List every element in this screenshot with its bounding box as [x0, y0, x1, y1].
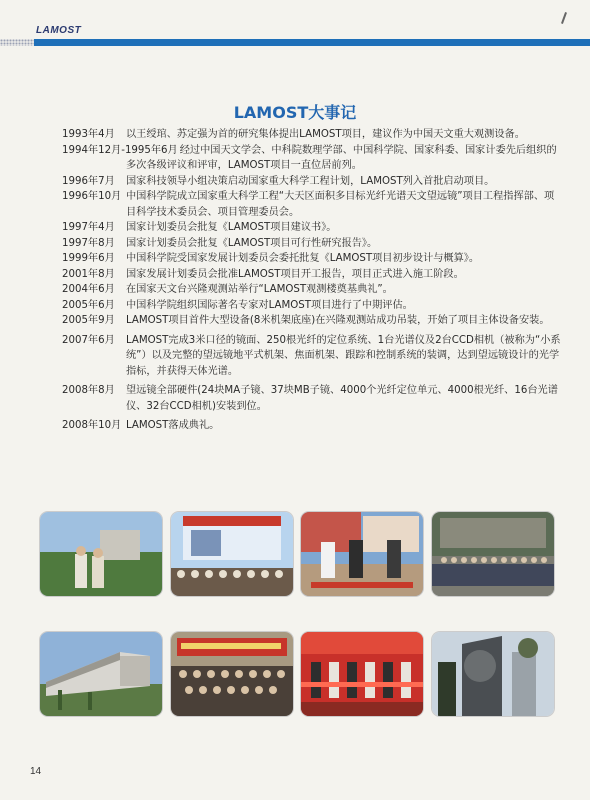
event-row: [62, 333, 562, 380]
photo-conference: [171, 632, 293, 716]
photo-observatory-building: [40, 632, 162, 716]
event-row: [62, 383, 562, 414]
event-text: 国家科技领导小组决策启动国家重大科学工程计划，LAMOST列入首批启动项目。: [126, 175, 495, 187]
event-text: 以王绶琯、苏定强为首的研究集体提出LAMOST项目，建议作为中国天文重大观测设备。: [126, 129, 525, 140]
photo-ceremony-stage: [171, 512, 293, 596]
event-date: 1999年6月: [62, 253, 115, 264]
event-row: [62, 189, 562, 220]
page-header: [0, 0, 590, 60]
event-date: 2004年6月: [62, 284, 115, 295]
event-text: 望远镜全部硬件(24块MA子镜、37块MB子镜、4000个光纤定位单元、4000根光纤、16台光谱仪、32台CCD相机)安装到位。: [126, 385, 558, 412]
event-date: 2005年9月: [62, 315, 115, 326]
photo-ribbon-cutting: [301, 632, 423, 716]
header-bar-dots: [0, 39, 34, 46]
event-row: [62, 143, 562, 174]
page-title: LAMOST大事记: [233, 103, 357, 122]
event-date: 2008年8月: [62, 385, 115, 396]
event-text: 在国家天文台兴隆观测站举行“LAMOST观测楼奠基典礼”。: [126, 284, 393, 295]
event-list: [62, 127, 562, 434]
event-text: 中国科学院组织国际著名专家对LAMOST项目进行了中期评估。: [126, 299, 413, 311]
event-row: [62, 251, 562, 267]
event-text: 国家计划委员会批复《LAMOST项目建议书》。: [126, 222, 337, 233]
event-date: 1997年8月: [62, 237, 115, 249]
event-row: [62, 418, 562, 434]
event-date: 1997年4月: [62, 222, 115, 233]
event-date: 1993年4月: [62, 129, 115, 140]
photo-groundbreaking: [301, 512, 423, 596]
event-row: [62, 220, 562, 236]
photo-group-portrait: [432, 512, 554, 596]
photo-row-2: [40, 632, 554, 716]
event-text: 中国科学院成立国家重大科学工程“大天区面积多目标光纤光谱天文望远镜”项目工程指挥部、项目科学技术委员会、项目管理委员会。: [126, 191, 555, 218]
event-date: 2007年6月: [62, 334, 115, 346]
event-date: 1994年12月-1995年6月: [62, 144, 178, 156]
event-row: [62, 282, 562, 298]
event-text: 中国科学院受国家发展计划委员会委托批复《LAMOST项目初步设计与概算》。: [126, 253, 480, 264]
event-row: [62, 313, 562, 329]
photo-row-1: [40, 512, 554, 596]
event-row: [62, 236, 562, 252]
event-date: 1996年7月: [62, 175, 115, 187]
page-number: 14: [30, 766, 42, 777]
event-date: 1996年10月: [62, 191, 122, 202]
header-bar: [34, 39, 590, 46]
header-label: LAMOST: [36, 25, 82, 36]
event-row: [62, 298, 562, 314]
event-text: LAMOST项目首件大型设备(8米机架底座)在兴隆观测站成功吊装，开始了项目主体设备安装。: [126, 315, 550, 326]
event-text: 国家发展计划委员会批准LAMOST项目开工报告，项目正式进入施工阶段。: [126, 268, 464, 280]
event-text: LAMOST完成3米口径的镜面、250根光纤的定位系统、1台光谱仪及2台CCD相机（被称为“小系统”）以及完整的望远镜地平式机架、焦面机架、跟踪和控制系统的装调，达到望远镜设计的光学指标，并获得天体光谱。: [126, 334, 561, 377]
event-date: 2008年10月: [62, 420, 122, 431]
event-row: [62, 267, 562, 283]
event-text: 经过中国天文学会、中科院数理学部、中国科学院、国家科委、国家计委先后组织的多次各级评议和评审，LAMOST项目一直位居前列。: [126, 144, 557, 171]
event-row: [62, 127, 562, 143]
event-row: [62, 174, 562, 190]
photo-founders: [40, 512, 162, 596]
event-text: 国家计划委员会批复《LAMOST项目可行性研究报告》。: [126, 237, 378, 249]
photo-telescope-structure: [432, 632, 554, 716]
event-date: 2001年8月: [62, 268, 115, 280]
event-text: LAMOST落成典礼。: [126, 420, 220, 431]
event-date: 2005年6月: [62, 299, 115, 311]
